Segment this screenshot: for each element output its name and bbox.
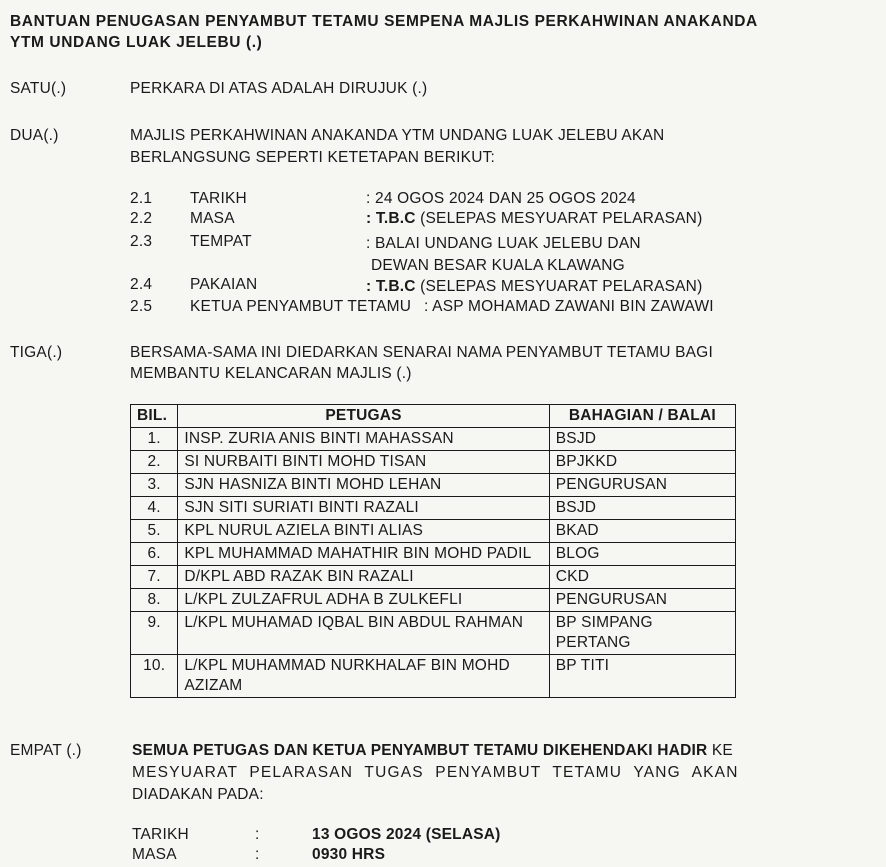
petugas-table — [130, 404, 736, 698]
cell-bahagian: BSJD — [549, 497, 735, 520]
table-row — [131, 589, 736, 612]
cell-petugas: KPL MUHAMMAD MAHATHIR BIN MOHD PADIL — [178, 543, 549, 566]
cell-bil: 6. — [131, 543, 178, 566]
cell-bil: 10. — [131, 655, 178, 698]
meeting-date-key: TARIKH — [132, 826, 189, 843]
section-dua-line-1: MAJLIS PERKAHWINAN ANAKANDA YTM UNDANG LUAK JELEBU AKAN — [130, 127, 665, 144]
item-2-4-key: PAKAIAN — [190, 276, 258, 293]
item-2-3-number: 2.3 — [130, 233, 153, 250]
item-2-2-number: 2.2 — [130, 210, 153, 227]
cell-bahagian: BP SIMPANG PERTANG — [549, 612, 735, 655]
table-row — [131, 497, 736, 520]
cell-bil: 8. — [131, 589, 178, 612]
cell-bahagian: PENGURUSAN — [549, 474, 735, 497]
cell-bil: 4. — [131, 497, 178, 520]
item-2-2-value-rest: (SELEPAS MESYUARAT PELARASAN) — [415, 210, 703, 227]
item-2-2-value — [366, 210, 702, 228]
cell-bahagian: BKAD — [549, 520, 735, 543]
cell-bil: 2. — [131, 451, 178, 474]
header-bil: BIL. — [131, 405, 178, 428]
cell-bil: 9. — [131, 612, 178, 655]
cell-bahagian: CKD — [549, 566, 735, 589]
section-empat-line-3: DIADAKAN PADA: — [132, 786, 264, 803]
cell-petugas: D/KPL ABD RAZAK BIN RAZALI — [178, 566, 549, 589]
table-row — [131, 520, 736, 543]
meeting-date-value: 13 OGOS 2024 (SELASA) — [312, 826, 501, 843]
table-row — [131, 474, 736, 497]
cell-petugas: SI NURBAITI BINTI MOHD TISAN — [178, 451, 549, 474]
item-2-4-value-bold: : T.B.C — [366, 278, 416, 295]
cell-petugas: L/KPL MUHAMMAD NURKHALAF BIN MOHD AZIZAM — [178, 655, 549, 698]
section-empat-line-1-rest: KE — [707, 742, 733, 759]
table-row — [131, 543, 736, 566]
cell-bil: 5. — [131, 520, 178, 543]
cell-petugas: KPL NURUL AZIELA BINTI ALIAS — [178, 520, 549, 543]
cell-bil: 3. — [131, 474, 178, 497]
cell-bahagian: BPJKKD — [549, 451, 735, 474]
item-2-3-value-line-2: DEWAN BESAR KUALA KLAWANG — [371, 257, 625, 274]
item-2-2-value-bold: : T.B.C — [366, 210, 416, 227]
section-tiga-label: TIGA(.) — [10, 344, 63, 361]
cell-bahagian: BLOG — [549, 543, 735, 566]
document-title-line-2: YTM UNDANG LUAK JELEBU (.) — [10, 34, 263, 51]
table-row — [131, 451, 736, 474]
cell-petugas: L/KPL MUHAMAD IQBAL BIN ABDUL RAHMAN — [178, 612, 549, 655]
section-empat-line-1-bold: SEMUA PETUGAS DAN KETUA PENYAMBUT TETAMU DIKEHENDAKI HADIR — [132, 742, 708, 759]
item-2-5-value: : ASP MOHAMAD ZAWANI BIN ZAWAWI — [424, 298, 714, 315]
section-dua-line-2: BERLANGSUNG SEPERTI KETETAPAN BERIKUT: — [130, 149, 496, 166]
header-petugas: PETUGAS — [178, 405, 549, 428]
item-2-2-key: MASA — [190, 210, 235, 227]
section-dua-label: DUA(.) — [10, 127, 59, 144]
header-bahagian: BAHAGIAN / BALAI — [549, 405, 735, 428]
table-row — [131, 612, 736, 655]
table-row — [131, 655, 736, 698]
item-2-3-value: : BALAI UNDANG LUAK JELEBU DAN — [366, 235, 641, 252]
section-empat-line-1 — [132, 742, 733, 760]
cell-bil: 7. — [131, 566, 178, 589]
table-row — [131, 566, 736, 589]
cell-bahagian: BSJD — [549, 428, 735, 451]
table-row — [131, 428, 736, 451]
document-title-line-1: BANTUAN PENUGASAN PENYAMBUT TETAMU SEMPENA MAJLIS PERKAHWINAN ANAKANDA — [10, 13, 758, 30]
cell-bil: 1. — [131, 428, 178, 451]
cell-petugas: SJN SITI SURIATI BINTI RAZALI — [178, 497, 549, 520]
item-2-4-value-rest: (SELEPAS MESYUARAT PELARASAN) — [415, 278, 703, 295]
item-2-1-value: : 24 OGOS 2024 DAN 25 OGOS 2024 — [366, 190, 636, 207]
item-2-1-key: TARIKH — [190, 190, 247, 207]
table-header-row — [131, 405, 736, 428]
section-empat-line-2: MESYUARAT PELARASAN TUGAS PENYAMBUT TETAMU YANG AKAN — [132, 764, 739, 781]
item-2-1-number: 2.1 — [130, 190, 153, 207]
section-tiga-line-2: MEMBANTU KELANCARAN MAJLIS (.) — [130, 365, 412, 382]
cell-petugas: SJN HASNIZA BINTI MOHD LEHAN — [178, 474, 549, 497]
meeting-date-separator: : — [255, 826, 260, 843]
meeting-time-key: MASA — [132, 846, 177, 863]
cell-bahagian: PENGURUSAN — [549, 589, 735, 612]
section-satu-text: PERKARA DI ATAS ADALAH DIRUJUK (.) — [130, 80, 428, 97]
section-empat-label: EMPAT (.) — [10, 742, 82, 759]
section-tiga-line-1: BERSAMA-SAMA INI DIEDARKAN SENARAI NAMA PENYAMBUT TETAMU BAGI — [130, 344, 713, 361]
section-satu-label: SATU(.) — [10, 80, 67, 97]
cell-petugas: L/KPL ZULZAFRUL ADHA B ZULKEFLI — [178, 589, 549, 612]
item-2-5-key: KETUA PENYAMBUT TETAMU — [190, 298, 412, 315]
meeting-time-separator: : — [255, 846, 260, 863]
item-2-5-number: 2.5 — [130, 298, 153, 315]
cell-petugas: INSP. ZURIA ANIS BINTI MAHASSAN — [178, 428, 549, 451]
item-2-4-number: 2.4 — [130, 276, 153, 293]
item-2-3-key: TEMPAT — [190, 233, 252, 250]
meeting-time-value: 0930 HRS — [312, 846, 386, 863]
item-2-4-value — [366, 278, 702, 296]
cell-bahagian: BP TITI — [549, 655, 735, 698]
